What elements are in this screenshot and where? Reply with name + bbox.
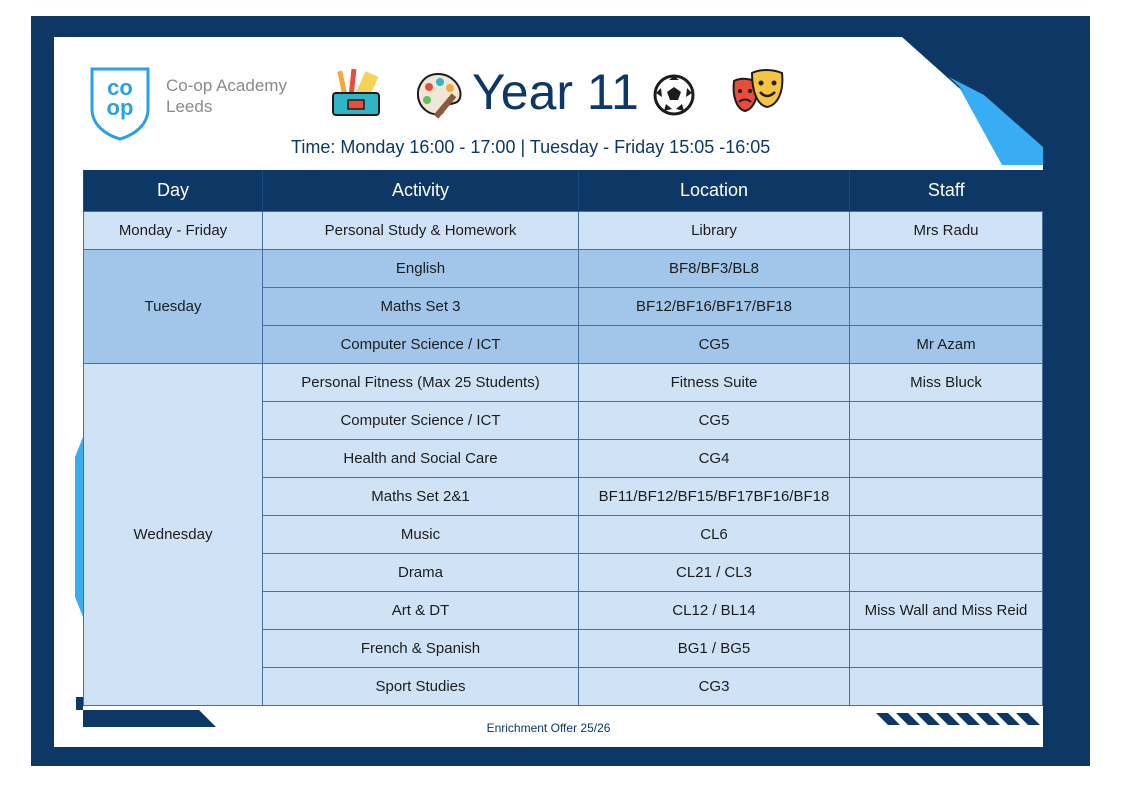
activity-cell: Computer Science / ICT bbox=[263, 402, 579, 440]
header-activity: Activity bbox=[263, 170, 579, 212]
staff-cell bbox=[850, 516, 1043, 554]
logo-text-bottom: op bbox=[106, 95, 134, 120]
staff-cell bbox=[850, 402, 1043, 440]
logo-text-top: co bbox=[107, 75, 133, 100]
activity-cell: Maths Set 3 bbox=[263, 288, 579, 326]
table-header-row bbox=[84, 170, 1043, 212]
header-location: Location bbox=[579, 170, 850, 212]
palette-icon bbox=[414, 70, 466, 120]
activity-cell: Art & DT bbox=[263, 592, 579, 630]
location-cell: CL6 bbox=[579, 516, 850, 554]
page-title: Year 11 bbox=[472, 64, 639, 120]
staff-cell bbox=[850, 668, 1043, 706]
activity-cell: Drama bbox=[263, 554, 579, 592]
staff-cell: Mr Azam bbox=[850, 326, 1043, 364]
day-cell: Monday - Friday bbox=[84, 212, 263, 250]
staff-cell: Miss Wall and Miss Reid bbox=[850, 592, 1043, 630]
location-cell: CL12 / BL14 bbox=[579, 592, 850, 630]
coop-logo bbox=[88, 65, 152, 141]
enrichment-table bbox=[83, 170, 1043, 706]
activity-cell: Computer Science / ICT bbox=[263, 326, 579, 364]
staff-cell bbox=[850, 478, 1043, 516]
location-cell: CG3 bbox=[579, 668, 850, 706]
football-icon bbox=[652, 73, 696, 117]
pencil-case-icon bbox=[330, 67, 384, 119]
staff-cell bbox=[850, 630, 1043, 668]
activity-cell: Maths Set 2&1 bbox=[263, 478, 579, 516]
table-row bbox=[84, 212, 1043, 250]
footer-caption: Enrichment Offer 25/26 bbox=[486, 721, 611, 735]
table-row bbox=[84, 250, 1043, 288]
session-times: Time: Monday 16:00 - 17:00 | Tuesday - Friday 15:05 -16:05 bbox=[291, 137, 771, 157]
activity-cell: English bbox=[263, 250, 579, 288]
table-row bbox=[84, 364, 1043, 402]
location-cell: BF12/BF16/BF17/BF18 bbox=[579, 288, 850, 326]
staff-cell bbox=[850, 288, 1043, 326]
location-cell: Fitness Suite bbox=[579, 364, 850, 402]
location-cell: Library bbox=[579, 212, 850, 250]
staff-cell bbox=[850, 554, 1043, 592]
school-name-line2: Leeds bbox=[166, 97, 213, 116]
activity-cell: Music bbox=[263, 516, 579, 554]
staff-cell bbox=[850, 250, 1043, 288]
activity-cell: Personal Fitness (Max 25 Students) bbox=[263, 364, 579, 402]
day-cell: Tuesday bbox=[84, 250, 263, 364]
theatre-masks-icon bbox=[730, 67, 786, 119]
location-cell: BG1 / BG5 bbox=[579, 630, 850, 668]
header-day: Day bbox=[84, 170, 263, 212]
location-cell: CG5 bbox=[579, 326, 850, 364]
activity-cell: Personal Study & Homework bbox=[263, 212, 579, 250]
staff-cell: Mrs Radu bbox=[850, 212, 1043, 250]
school-name-line1: Co-op Academy bbox=[166, 76, 287, 95]
poster-card bbox=[54, 37, 1043, 747]
activity-cell: Sport Studies bbox=[263, 668, 579, 706]
school-name bbox=[166, 75, 287, 117]
staff-cell bbox=[850, 440, 1043, 478]
activity-cell: French & Spanish bbox=[263, 630, 579, 668]
location-cell: BF11/BF12/BF15/BF17BF16/BF18 bbox=[579, 478, 850, 516]
location-cell: CL21 / CL3 bbox=[579, 554, 850, 592]
staff-cell: Miss Bluck bbox=[850, 364, 1043, 402]
activity-cell: Health and Social Care bbox=[263, 440, 579, 478]
location-cell: CG4 bbox=[579, 440, 850, 478]
location-cell: BF8/BF3/BL8 bbox=[579, 250, 850, 288]
day-cell: Wednesday bbox=[84, 364, 263, 706]
header-staff: Staff bbox=[850, 170, 1043, 212]
location-cell: CG5 bbox=[579, 402, 850, 440]
